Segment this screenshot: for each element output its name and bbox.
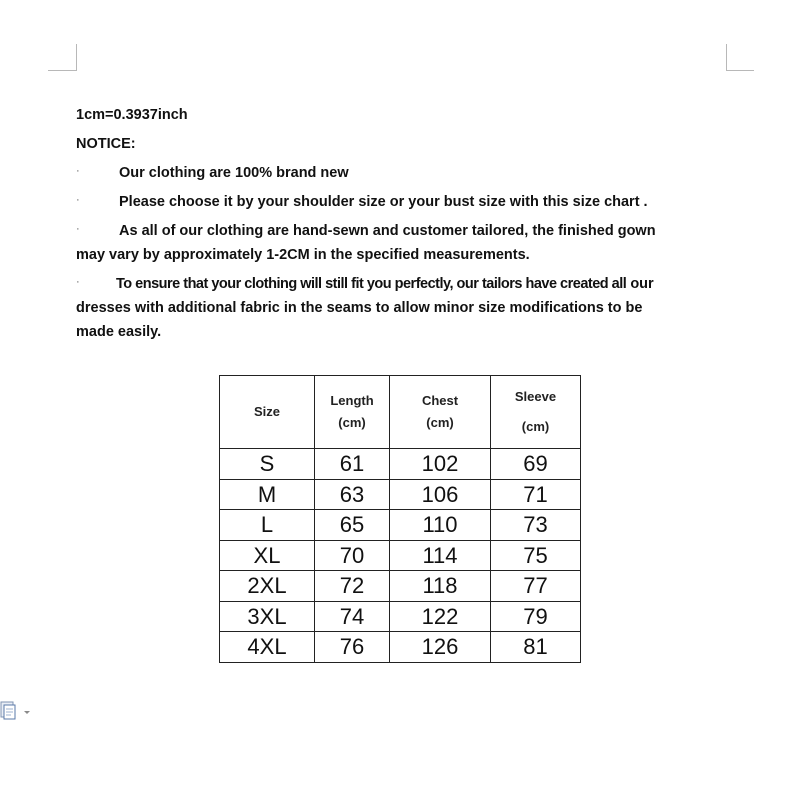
table-row xyxy=(220,510,581,541)
cell-size: 4XL xyxy=(220,632,315,663)
document-paste-options-icon[interactable] xyxy=(0,701,32,721)
cell-sleeve: 73 xyxy=(491,510,581,541)
cell-chest: 118 xyxy=(390,571,491,602)
cell-size: 2XL xyxy=(220,571,315,602)
note-item xyxy=(76,272,716,344)
note-text-continued: dresses with additional fabric in the seams to allow minor size modifications to be xyxy=(76,300,643,316)
cell-size: L xyxy=(220,510,315,541)
cell-size: M xyxy=(220,479,315,510)
cell-sleeve: 81 xyxy=(491,632,581,663)
note-item xyxy=(76,219,716,267)
notice-heading: NOTICE: xyxy=(76,136,136,152)
note-text: As all of our clothing are hand-sewn and customer tailored, the finished gown xyxy=(119,223,656,239)
note-text: To ensure that your clothing will still fit you perfectly, our tailors have created all xyxy=(116,276,627,292)
cell-size: S xyxy=(220,449,315,480)
note-text: Our clothing are 100% brand new xyxy=(119,165,349,181)
cell-sleeve: 69 xyxy=(491,449,581,480)
note-text-continued: may vary by approximately 1-2CM in the specified measurements. xyxy=(76,247,530,263)
cell-sleeve: 71 xyxy=(491,479,581,510)
note-text: Please choose it by your shoulder size or your bust size with this size chart . xyxy=(119,194,648,210)
cell-sleeve: 77 xyxy=(491,571,581,602)
table-header-row xyxy=(220,376,581,449)
size-chart-table xyxy=(219,375,581,663)
cell-length: 76 xyxy=(315,632,390,663)
table-row xyxy=(220,449,581,480)
cell-length: 70 xyxy=(315,540,390,571)
cell-chest: 126 xyxy=(390,632,491,663)
table-row xyxy=(220,479,581,510)
cell-size: XL xyxy=(220,540,315,571)
header-chest: Chest (cm) xyxy=(390,376,491,449)
top-left-corner-mark xyxy=(48,44,77,71)
cell-chest: 106 xyxy=(390,479,491,510)
note-item xyxy=(76,161,716,185)
note-item xyxy=(76,190,716,214)
note-text-continued: made easily. xyxy=(76,324,162,340)
cell-chest: 122 xyxy=(390,601,491,632)
table-row xyxy=(220,601,581,632)
table-row xyxy=(220,540,581,571)
header-length: Length (cm) xyxy=(315,376,390,449)
bullet-dot: · xyxy=(76,276,80,288)
cell-length: 63 xyxy=(315,479,390,510)
cell-chest: 102 xyxy=(390,449,491,480)
bullet-dot: · xyxy=(76,165,80,177)
notes-block xyxy=(76,103,716,349)
header-size: Size xyxy=(220,376,315,449)
bullet-dot: · xyxy=(76,194,80,206)
cell-length: 61 xyxy=(315,449,390,480)
note-text-tail: our xyxy=(626,276,654,292)
bullet-dot: · xyxy=(76,223,80,235)
cell-chest: 114 xyxy=(390,540,491,571)
cell-sleeve: 75 xyxy=(491,540,581,571)
cell-sleeve: 79 xyxy=(491,601,581,632)
conversion-line: 1cm=0.3937inch xyxy=(76,107,188,123)
table-row xyxy=(220,571,581,602)
cell-length: 65 xyxy=(315,510,390,541)
header-sleeve: Sleeve (cm) xyxy=(491,376,581,449)
top-right-corner-mark xyxy=(726,44,754,71)
cell-length: 74 xyxy=(315,601,390,632)
cell-length: 72 xyxy=(315,571,390,602)
cell-size: 3XL xyxy=(220,601,315,632)
cell-chest: 110 xyxy=(390,510,491,541)
table-row xyxy=(220,632,581,663)
